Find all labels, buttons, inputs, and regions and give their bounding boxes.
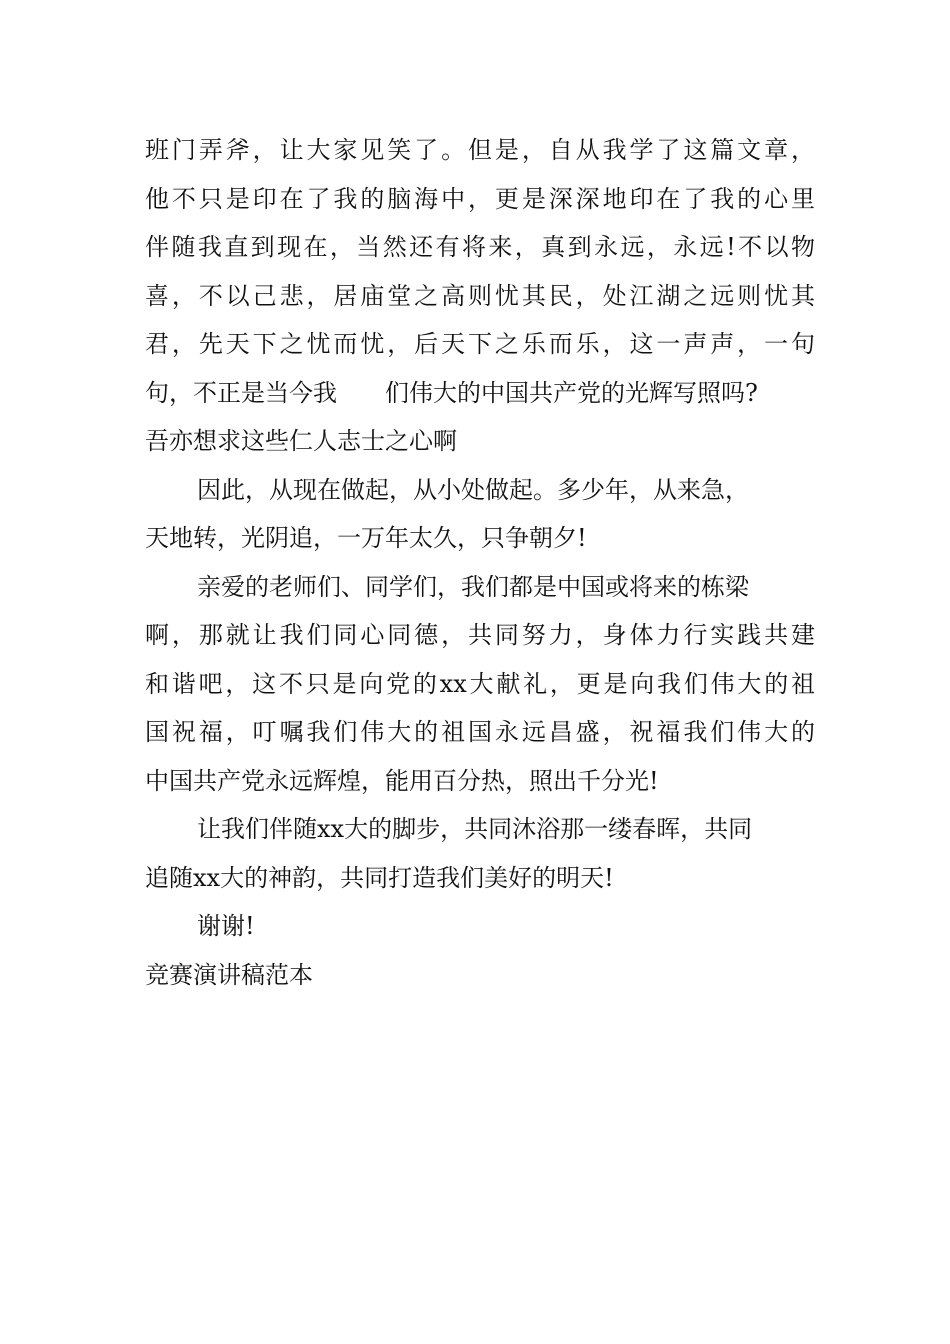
- paragraph-start-line: 亲爱的老师们、同学们，我们都是中国或将来的栋梁: [197, 572, 749, 601]
- thanks-line: 谢谢!: [197, 912, 255, 940]
- text-line: 吾亦想求这些仁人志士之心啊: [145, 427, 457, 455]
- text-line: 伴随我直到现在，当然还有将来，真到永远，永远!不以物: [145, 233, 815, 261]
- text-line: 国祝福，叮嘱我们伟大的祖国永远昌盛，祝福我们伟大的: [145, 718, 815, 746]
- section-title: 竞赛演讲稿范本: [145, 960, 313, 989]
- text-line: 喜，不以己悲，居庙堂之高则忧其民，处江湖之远则忧其: [145, 281, 815, 310]
- text-line: 君，先天下之忧而忧，后天下之乐而乐，这一声声，一句: [145, 330, 815, 358]
- text-line: 他不只是印在了我的脑海中，更是深深地印在了我的心里: [145, 184, 815, 213]
- text-line: 追随xx大的神韵，共同打造我们美好的明天!: [145, 863, 614, 892]
- text-line: 天地转，光阴追，一万年太久，只争朝夕!: [145, 524, 587, 552]
- document-body: [145, 126, 815, 999]
- paragraph-start-line: 让我们伴随xx大的脚步，共同沐浴那一缕春晖，共同: [197, 815, 753, 843]
- paragraph-start-line: 因此，从现在做起，从小处做起。多少年，从来急，: [197, 475, 749, 504]
- text-segment: 们伟大的中国共产党的光辉写照吗?: [385, 378, 758, 407]
- text-line: 班门弄斧，让大家见笑了。但是，自从我学了这篇文章，: [145, 136, 815, 164]
- text-line: 中国共产党永远辉煌，能用百分热，照出千分光!: [145, 766, 659, 795]
- text-line: 啊，那就让我们同心同德，共同努力，身体力行实践共建: [145, 621, 815, 649]
- text-segment: 句，不正是当今我: [145, 378, 337, 407]
- text-line: 和谐吧，这不只是向党的xx大献礼，更是向我们伟大的祖: [145, 669, 815, 698]
- text-line-split: [145, 369, 815, 418]
